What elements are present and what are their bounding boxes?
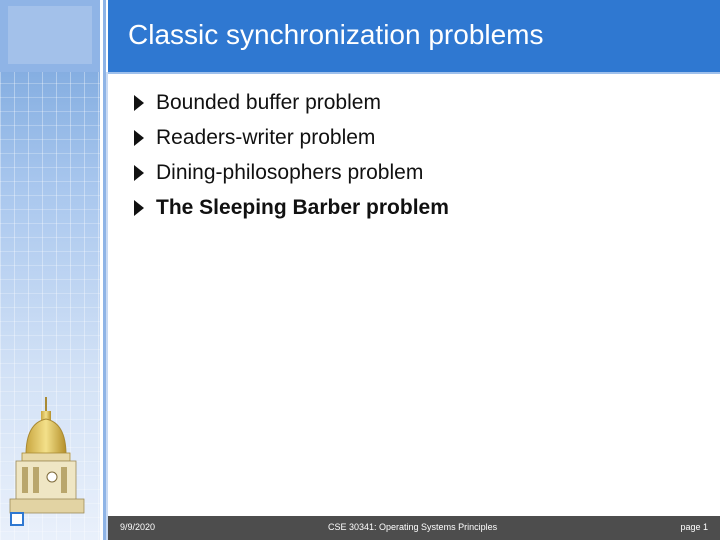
bullet-item bbox=[134, 123, 694, 158]
triangle-right-icon bbox=[134, 130, 144, 146]
bullet-label: Dining-philosophers problem bbox=[156, 161, 424, 184]
footer-square-marker bbox=[10, 512, 24, 526]
footer-bar bbox=[108, 516, 720, 540]
title-underline bbox=[108, 72, 720, 74]
bullet-label: The Sleeping Barber problem bbox=[156, 196, 449, 219]
golden-dome-icon bbox=[6, 395, 92, 515]
bullet-item bbox=[134, 193, 694, 228]
bullet-label: Readers-writer problem bbox=[156, 126, 376, 149]
bullet-item bbox=[134, 88, 694, 123]
footer-date: 9/9/2020 bbox=[120, 522, 156, 532]
triangle-right-icon bbox=[134, 95, 144, 111]
slide-title: Classic synchronization problems bbox=[128, 19, 544, 50]
footer-page-number: page 1 bbox=[680, 522, 708, 532]
bullet-list bbox=[134, 88, 694, 228]
footer-course: CSE 30341: Operating Systems Principles bbox=[328, 522, 498, 532]
triangle-right-icon bbox=[134, 165, 144, 181]
title-bar bbox=[108, 0, 720, 72]
bullet-item bbox=[134, 158, 694, 193]
corner-box bbox=[0, 0, 100, 72]
left-decorative-panel bbox=[0, 0, 100, 540]
triangle-right-icon bbox=[134, 200, 144, 216]
bullet-label: Bounded buffer problem bbox=[156, 91, 381, 114]
panel-divider bbox=[106, 72, 108, 540]
